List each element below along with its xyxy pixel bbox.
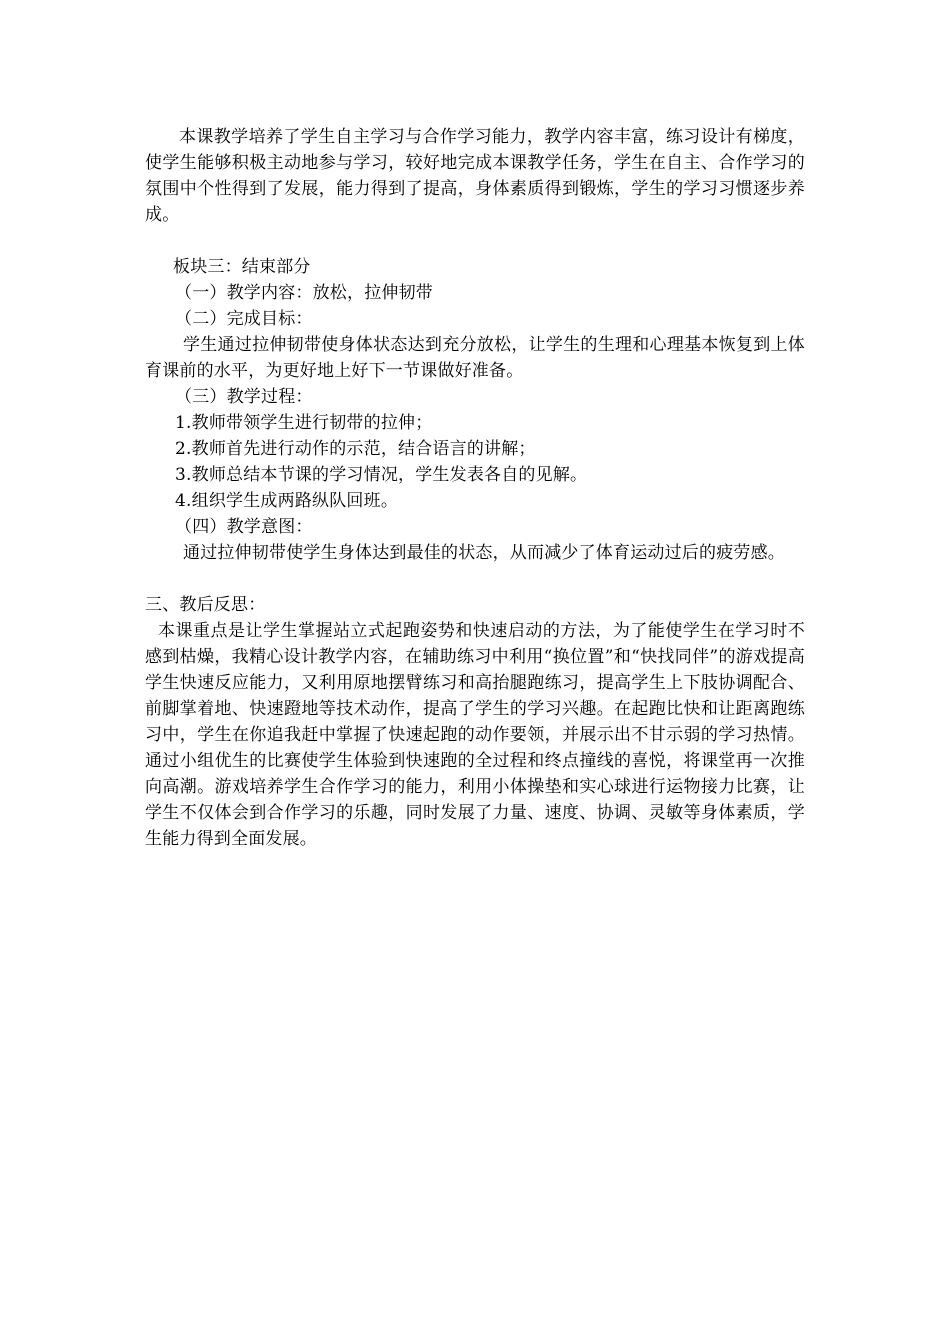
intent-heading: （四）教学意图： [175, 517, 313, 537]
section-closing-heading: 板块三：结束部分 [173, 257, 311, 277]
teaching-content-line: （一）教学内容：放松，拉伸韧带 [175, 283, 433, 303]
process-item-1: 1.教师带领学生进行韧带的拉伸； [175, 413, 433, 433]
process-item-3: 3.教师总结本节课的学习情况，学生发表各自的见解。 [175, 465, 588, 485]
section-closing [145, 254, 805, 566]
process-item-4: 4.组织学生成两路纵队回班。 [175, 491, 399, 511]
reflection-paragraph: 本课重点是让学生掌握站立式起跑姿势和快速启动的方法，为了能使学生在学习时不感到枯燥，我精心设计教学内容，在辅助练习中利用“换位置”和“快找同伴”的游戏提高学生快速反应能力，又利用原地摆臂练习和高抬腿跑练习，提高学生上下肢协调配合、前脚掌着地、快速蹬地等技术动作，提高了学生的学习兴趣。在起跑比快和让距离跑练习中，学生在你追我赶中掌握了快速起跑的动作要领，并展示出不甘示弱的学习热情。通过小组优生的比赛使学生体验到快速跑的全过程和终点撞线的喜悦，将课堂再一次推向高潮。游戏培养学生合作学习的能力，利用小体操垫和实心球进行运物接力比赛，让学生不仅体会到合作学习的乐趣，同时发展了力量、速度、协调、灵敏等身体素质，学生能力得到全面发展。 [145, 621, 805, 849]
summary-paragraph: 本课教学培养了学生自主学习与合作学习能力，教学内容丰富，练习设计有梯度，使学生能够积极主动地参与学习，较好地完成本课教学任务，学生在自主、合作学习的氛围中个性得到了发展，能力得到了提高，身体素质得到锻炼，学生的学习习惯逐步养成。 [145, 127, 805, 225]
goal-heading: （二）完成目标： [175, 309, 313, 329]
reflection-heading: 三、教后反思： [145, 595, 266, 615]
process-heading: （三）教学过程： [175, 387, 313, 407]
process-item-2: 2.教师首先进行动作的示范，结合语言的讲解； [175, 439, 536, 459]
document-body [145, 124, 805, 852]
intent-paragraph: 通过拉伸韧带使学生身体达到最佳的状态，从而减少了体育运动过后的疲劳感。 [183, 543, 785, 563]
goal-paragraph: 学生通过拉伸韧带使身体状态达到充分放松，让学生的生理和心理基本恢复到上体育课前的水平，为更好地上好下一节课做好准备。 [145, 335, 805, 381]
section-reflection [145, 592, 805, 852]
